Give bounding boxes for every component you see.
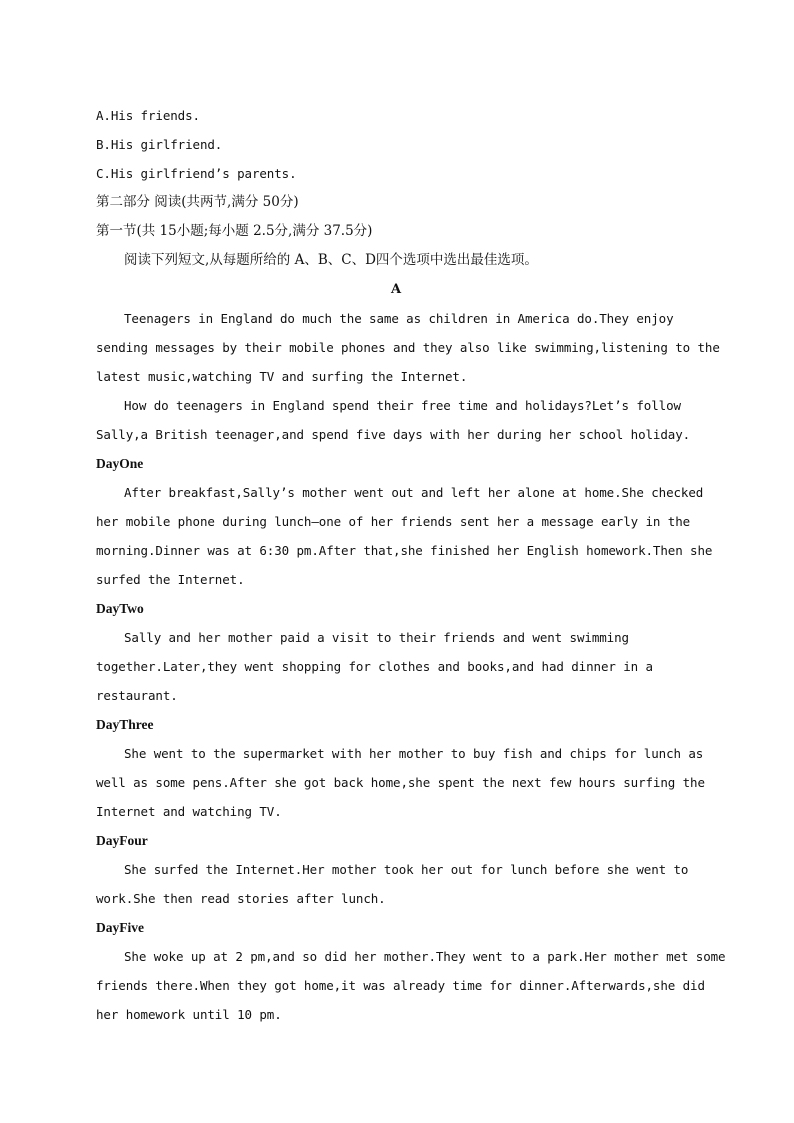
part-title: 第二部分 阅读(共两节,满分 50分) bbox=[96, 194, 299, 210]
text-line: latest music,watching TV and surfing the Internet. bbox=[96, 369, 468, 384]
instruction: 阅读下列短文,从每题所给的 A、B、C、D四个选项中选出最佳选项。 bbox=[124, 252, 538, 268]
subsection-title: 第一节(共 15小题;每小题 2.5分,满分 37.5分) bbox=[96, 223, 373, 239]
text-line: Sally,a British teenager,and spend five days with her during her school holiday. bbox=[96, 427, 691, 442]
text-line: work.She then read stories after lunch. bbox=[96, 891, 386, 906]
text-line: together.Later,they went shopping for clothes and books,and had dinner in a bbox=[96, 659, 653, 674]
text-line: Teenagers in England do much the same as children in America do.They enjoy bbox=[124, 311, 674, 326]
text-line: After breakfast,Sally’s mother went out and left her alone at home.She checked bbox=[124, 485, 704, 500]
day-three-heading: DayThree bbox=[96, 717, 154, 732]
passage-label: A bbox=[390, 282, 402, 297]
day-three-paragraph bbox=[96, 739, 716, 826]
day-four-heading: DayFour bbox=[96, 833, 148, 848]
text-line: How do teenagers in England spend their free time and holidays?Let’s follow bbox=[124, 398, 681, 413]
day-two-heading: DayTwo bbox=[96, 601, 144, 616]
text-line: sending messages by their mobile phones and they also like swimming,listening to the bbox=[96, 340, 720, 355]
day-one-heading: DayOne bbox=[96, 456, 144, 471]
text-line: restaurant. bbox=[96, 688, 178, 703]
day-five-heading: DayFive bbox=[96, 920, 144, 935]
text-line: She went to the supermarket with her mother to buy fish and chips for lunch as bbox=[124, 746, 704, 761]
text-line: Sally and her mother paid a visit to their friends and went swimming bbox=[124, 630, 629, 645]
option-a: A.His friends. bbox=[96, 108, 200, 123]
text-line: She surfed the Internet.Her mother took her out for lunch before she went to bbox=[124, 862, 689, 877]
day-five-paragraph bbox=[96, 942, 726, 1029]
intro-paragraph-1 bbox=[96, 304, 720, 391]
intro-paragraph-2 bbox=[96, 391, 716, 449]
text-line: She woke up at 2 pm,and so did her mother.They went to a park.Her mother met some bbox=[124, 949, 726, 964]
document-page bbox=[96, 101, 726, 1029]
day-four-paragraph bbox=[96, 855, 716, 913]
day-two-paragraph bbox=[96, 623, 716, 710]
text-line: well as some pens.After she got back home,she spent the next few hours surfing the bbox=[96, 775, 705, 790]
day-one-paragraph bbox=[96, 478, 716, 594]
text-line: her homework until 10 pm. bbox=[96, 1007, 282, 1022]
text-line: Internet and watching TV. bbox=[96, 804, 282, 819]
text-line: friends there.When they got home,it was already time for dinner.Afterwards,she did bbox=[96, 978, 705, 993]
text-line: morning.Dinner was at 6:30 pm.After that,she finished her English homework.Then she bbox=[96, 543, 713, 558]
text-line: her mobile phone during lunch—one of her friends sent her a message early in the bbox=[96, 514, 691, 529]
option-c: C.His girlfriend’s parents. bbox=[96, 166, 297, 181]
option-b: B.His girlfriend. bbox=[96, 137, 223, 152]
text-line: surfed the Internet. bbox=[96, 572, 245, 587]
